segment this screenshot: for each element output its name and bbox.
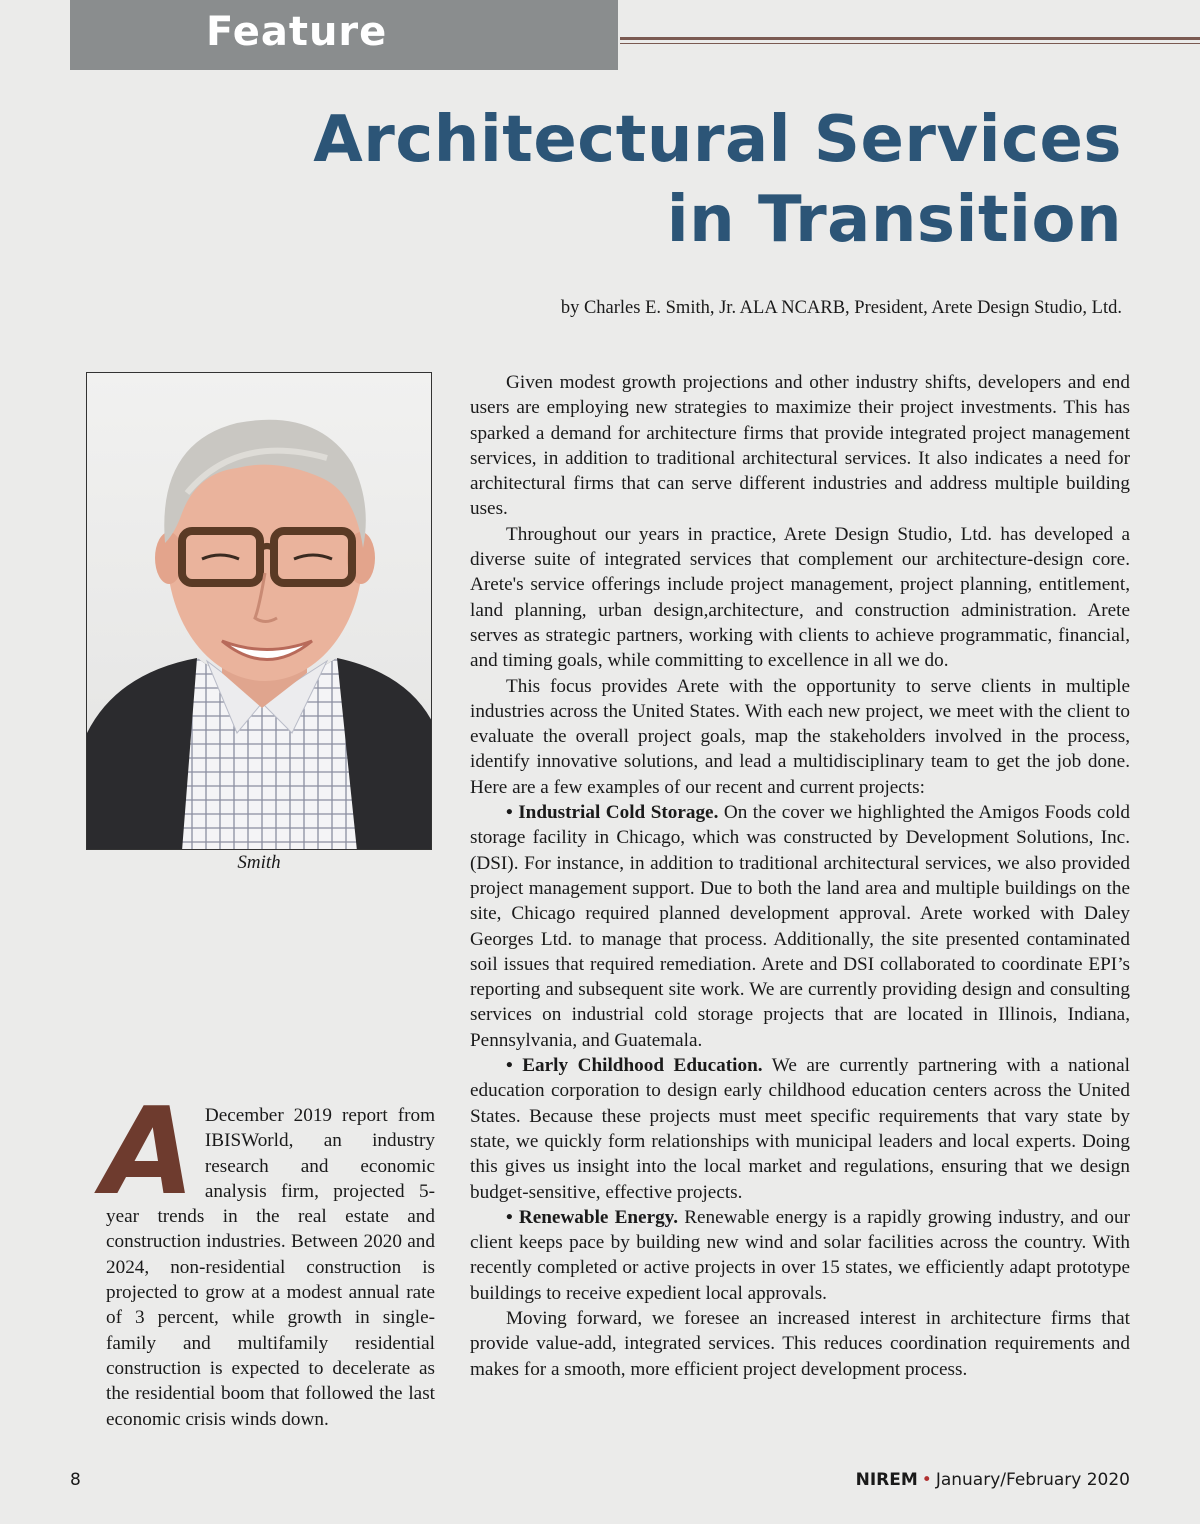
portrait-illustration — [87, 373, 432, 850]
bullet-heading: • Industrial Cold Storage. — [506, 802, 719, 824]
separator-dot: • — [921, 1470, 932, 1490]
intro-column — [102, 1083, 435, 1432]
title-line-2: in Transition — [666, 183, 1122, 257]
paragraph-1: Given modest growth projections and other industry shifts, developers and end users are employing new strategies to maximize their project investments. This has sparked a demand for architecture firms that provide integrated project management services, in addition to traditional architectural services. It also indicates a need for architectural firms that can serve different industries and address multiple building uses. — [470, 372, 1130, 520]
paragraph-2: Throughout our years in practice, Arete Design Studio, Ltd. has developed a diverse suite of integrated services that complement our architecture-design core. Arete's service offerings include project management, project planning, entitlement, land planning, urban design,architecture, and construction administration. Arete serves as strategic partners, working with clients to achieve programmatic, financial, and timing goals, while committing to excellence in all we do. — [470, 523, 1130, 672]
bullet-text: On the cover we highlighted the Amigos Foods cold storage facility in Chicago, which was constructed by Development Solutions, Inc. (DSI). For instance, in addition to traditional architectural services, we also provided project management support. Due to both the land area and multiple buildings on the site, Chicago required planned development approval. Arete worked with Daley Georges Ltd. to manage that process. Additionally, the site presented contaminated soil issues that required remediation. Arete and DSI collaborated to coordinate EPI’s reporting and subsequent site work. We are currently providing design and consulting services on industrial cold storage projects that are located in Illinois, Indiana, Pennsylvania, and Guatemala. — [470, 802, 1131, 1051]
article-title — [313, 100, 1122, 260]
issue-date: January/February 2020 — [935, 1470, 1130, 1490]
title-line-1: Architectural Services — [313, 103, 1122, 177]
author-photo — [86, 372, 432, 850]
intro-text: December 2019 report from IBISWorld, an industry research and economic analysis firm, projected 5-year trends in the real estate and construction industries. Between 2020 and 2024, non-residential construction is projected to grow at a modest annual rate of 3 percent, while growth in single-family and multifamily residential construction is expected to decelerate as the residential boom that followed the last economic crisis winds down. — [106, 1105, 435, 1430]
bullet-early-childhood — [470, 1053, 1130, 1205]
bullet-renewable-energy — [470, 1205, 1130, 1306]
bullet-text: We are currently partnering with a national education corporation to design early childhood education centers across the United States. Because these projects must meet specific requirements that vary state by state, we quickly form relationships with municipal leaders and local experts. Doing this gives us insight into the local market and regulations, ensuring that we design budget-sensitive, effective projects. — [470, 1055, 1130, 1203]
photo-caption: Smith — [237, 852, 281, 873]
article-body — [470, 370, 1130, 1382]
footer-issue — [856, 1470, 1130, 1490]
bullet-heading: • Early Childhood Education. — [506, 1055, 763, 1077]
paragraph-3: This focus provides Arete with the opportunity to serve clients in multiple industries across the United States. With each new project, we meet with the client to evaluate the overall project goals, map the stakeholders involved in the process, identify innovative solutions, and lead a multidisciplinary team to get the job done. Here are a few examples of our recent and current projects: — [470, 675, 1130, 798]
magazine-name: NIREM — [855, 1470, 918, 1490]
paragraph-final: Moving forward, we foresee an increased interest in architecture firms that provide value-add, integrated services. This reduces coordination requirements and makes for a smooth, more efficient project development process. — [470, 1307, 1130, 1380]
header-rule-thin — [620, 43, 1200, 44]
drop-cap: A — [102, 1083, 195, 1222]
bullet-text: Renewable energy is a rapidly growing industry, and our client keeps pace by building new wind and solar facilities across the country. With recently completed or active projects in over 15 states, we efficiently adapt prototype buildings to receive expedient local approvals. — [470, 1206, 1130, 1304]
bullet-heading: • Renewable Energy. — [506, 1206, 679, 1228]
header-rule — [620, 37, 1200, 40]
bullet-cold-storage — [470, 800, 1130, 1053]
page-number: 8 — [70, 1470, 81, 1490]
section-label: Feature — [206, 9, 388, 55]
byline: by Charles E. Smith, Jr. ALA NCARB, President, Arete Design Studio, Ltd. — [560, 298, 1122, 318]
